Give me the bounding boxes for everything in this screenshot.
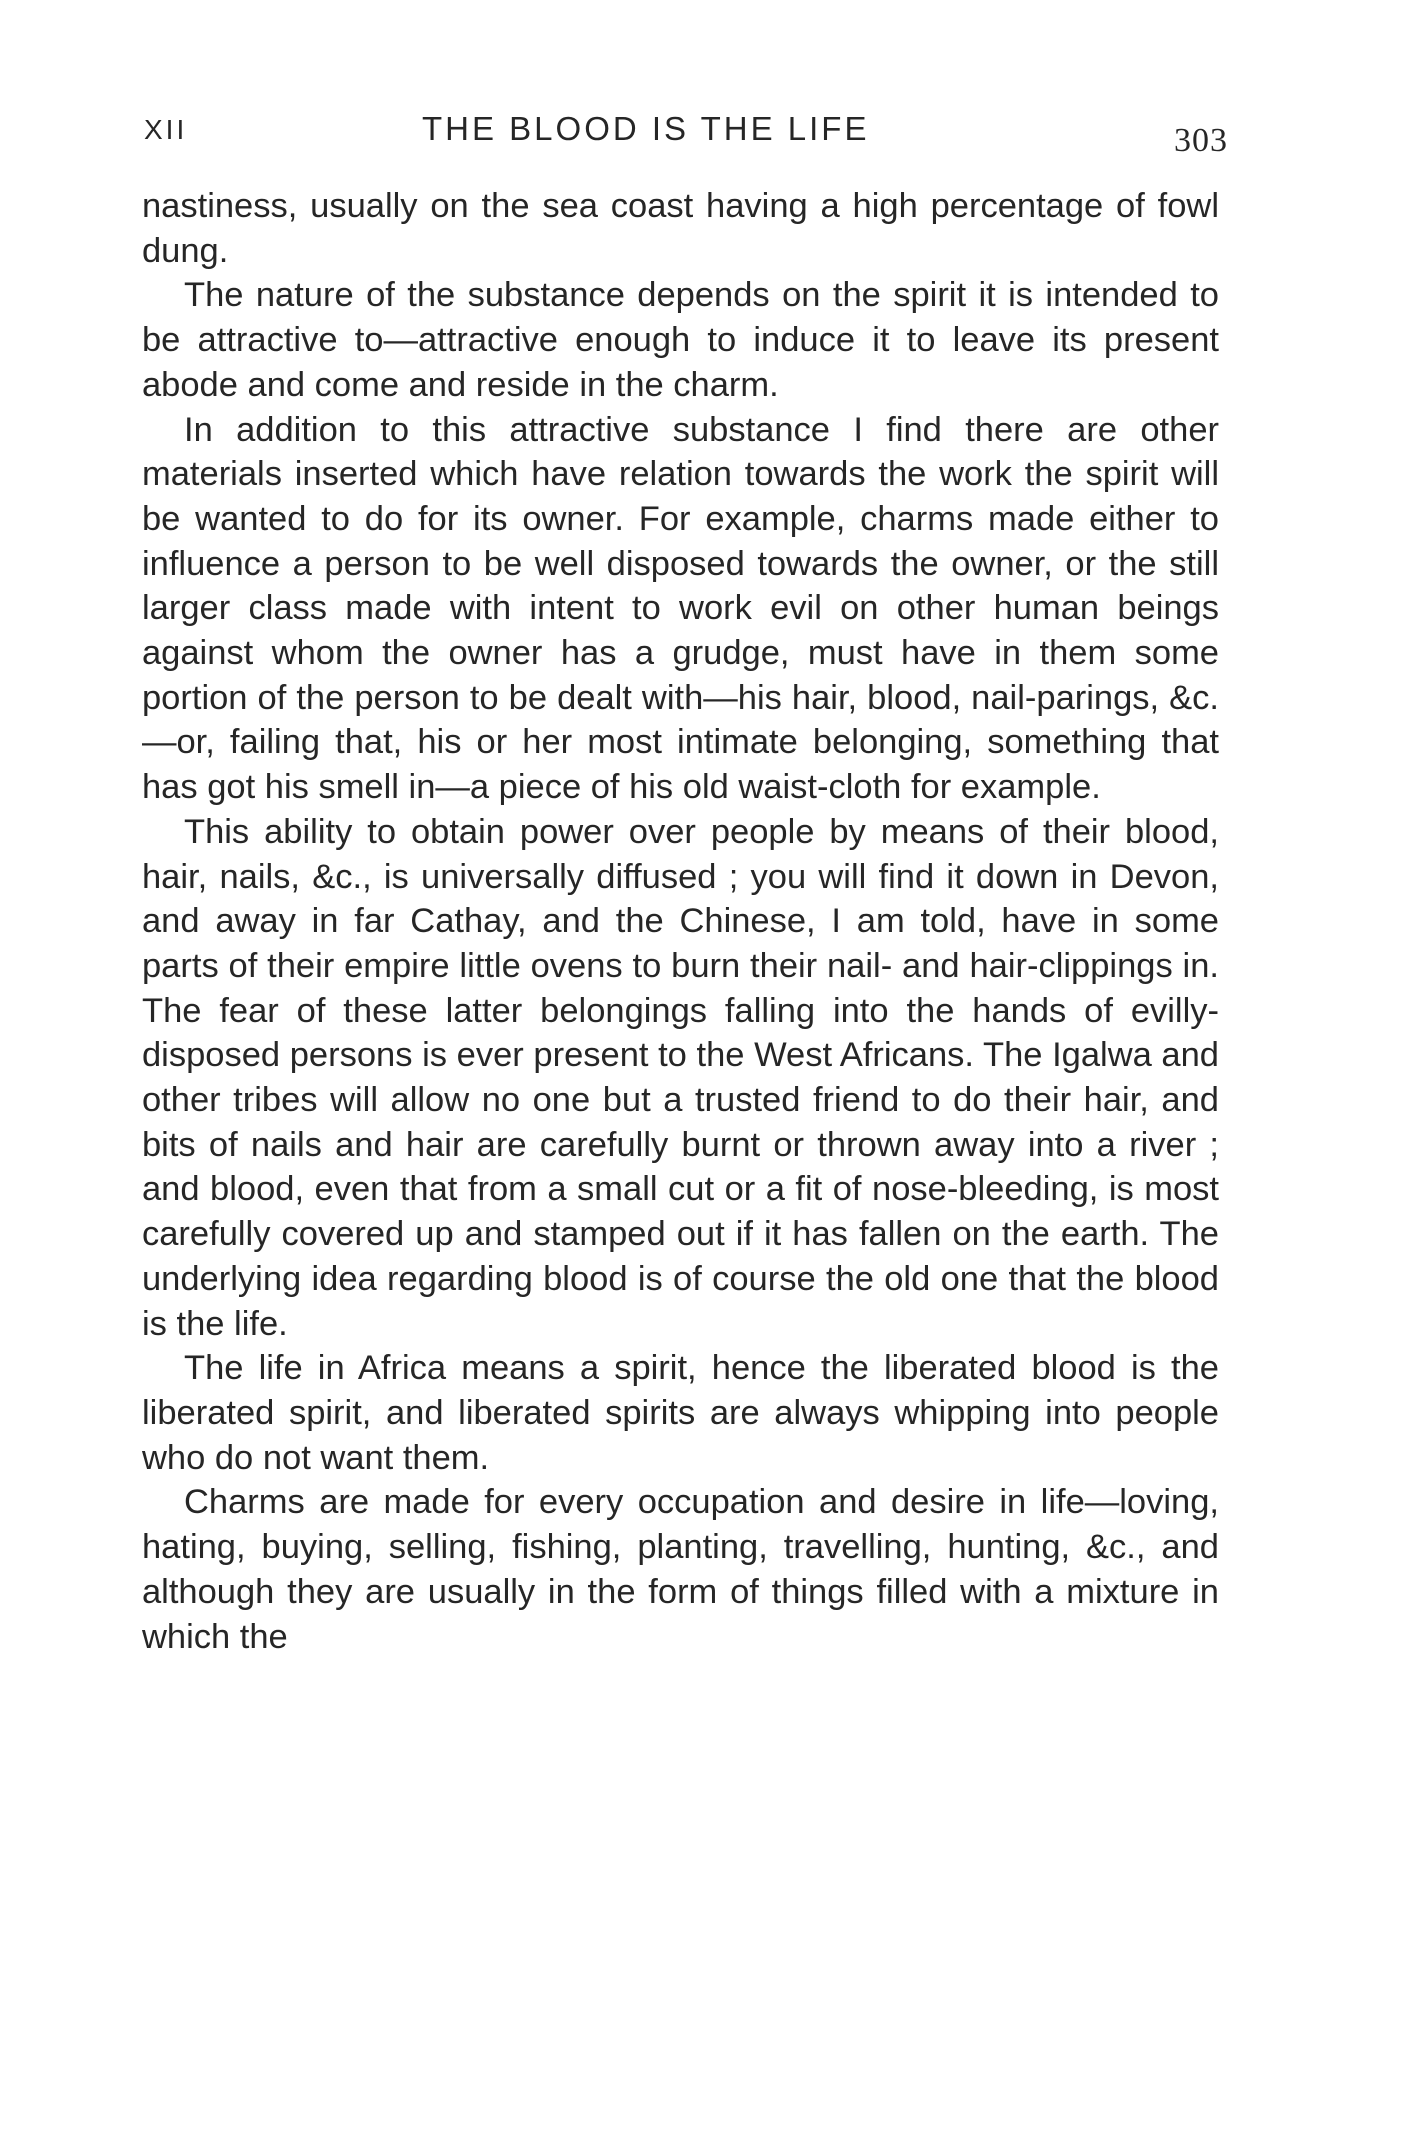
body-text <box>142 184 1219 1659</box>
running-title: THE BLOOD IS THE LIFE <box>422 110 870 147</box>
paragraph: Charms are made for every occupation and desire in life—loving, hating, buying, selling, fishing, planting, travelling, hunting, &c., and although they are usually in the form of things filled with a mixture in which the <box>142 1483 1219 1656</box>
paragraph: The life in Africa means a spirit, hence the liberated blood is the liberated spirit, and liberated spirits are always whipping into people who do not want them. <box>142 1349 1219 1477</box>
paragraph: The nature of the substance depends on the spirit it is intended to be attractive to—attractive enough to induce it to leave its present abode and come and reside in the charm. <box>142 276 1219 404</box>
page-number: 303 <box>1174 122 1228 159</box>
paragraph-continued: nastiness, usually on the sea coast having a high percentage of fowl dung. <box>142 187 1219 270</box>
paragraph: This ability to obtain power over people by means of their blood, hair, nails, &c., is universally diffused ; you will find it down in Devon, and away in far Cathay, and the Chinese, I am told, have in some parts of their empire little ovens to burn their nail- and hair-clippings in. The fear of these latter belongings falling into the hands of evilly-disposed persons is ever present to the West Africans. The Igalwa and other tribes will allow no one but a trusted friend to do their hair, and bits of nails and hair are carefully burnt or thrown away into a river ; and blood, even that from a small cut or a fit of nose-bleeding, is most carefully covered up and stamped out if it has fallen on the earth. The underlying idea regarding blood is of course the old one that the blood is the life. <box>142 812 1219 1343</box>
chapter-number: XII <box>144 114 188 145</box>
running-head <box>144 104 1228 164</box>
paragraph: In addition to this attractive substance I find there are other materials inserted which have relation towards the work the spirit will be wanted to do for its owner. For example, charms made either to influence a person to be well disposed towards the owner, or the still larger class made with intent to work evil on other human beings against whom the owner has a grudge, must have in them some portion of the person to be dealt with—his hair, blood, nail-parings, &c.—or, failing that, his or her most intimate belonging, something that has got his smell in—a piece of his old waist-cloth for example. <box>142 410 1219 807</box>
